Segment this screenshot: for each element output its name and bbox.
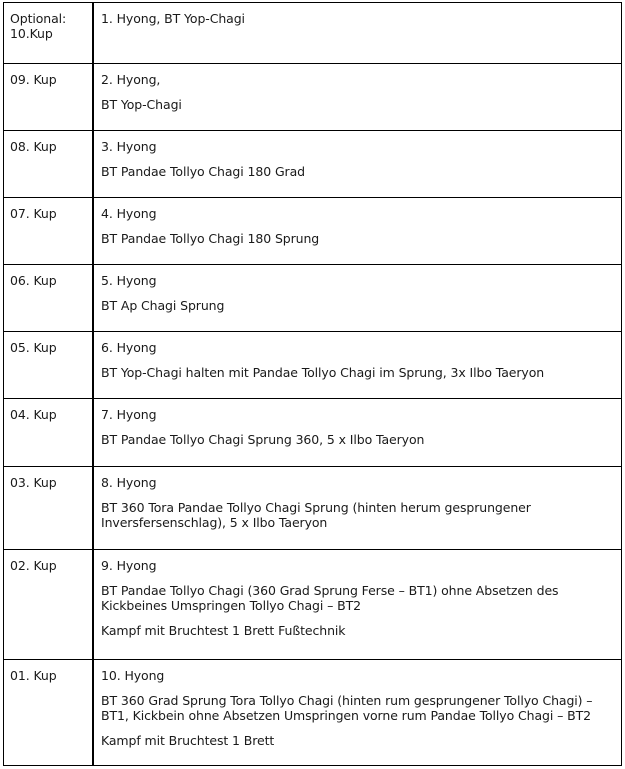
requirement-line: Kampf mit Bruchtest 1 Brett Fußtechnik [101, 623, 346, 638]
column-divider [92, 399, 94, 466]
requirement-line: 7. Hyong [101, 407, 157, 422]
grade-cell: 09. Kup [10, 72, 57, 87]
column-divider [92, 265, 94, 331]
table-row [4, 197, 621, 264]
kup-requirements-table [3, 2, 622, 766]
grade-cell: 06. Kup [10, 273, 57, 288]
requirement-line: BT Yop-Chagi halten mit Pandae Tollyo Chagi im Sprung, 3x Ilbo Taeryon [101, 365, 545, 380]
column-divider [92, 3, 94, 63]
grade-cell: 05. Kup [10, 340, 57, 355]
table-row [4, 398, 621, 466]
table-row [4, 130, 621, 197]
requirements-cell [101, 558, 615, 638]
grade-cell: 07. Kup [10, 206, 57, 221]
requirement-line: BT 360 Tora Pandae Tollyo Chagi Sprung (hinten herum gesprungener Inversfersenschlag), 5 x Ilbo Taeryon [101, 500, 531, 530]
grade-label-line-1: Optional: [10, 11, 67, 26]
column-divider [92, 660, 94, 765]
grade-cell: 04. Kup [10, 407, 57, 422]
table-row [4, 264, 621, 331]
requirements-cell [101, 11, 615, 26]
column-divider [92, 467, 94, 549]
table-row [4, 331, 621, 398]
column-divider [92, 332, 94, 398]
grade-cell: 08. Kup [10, 139, 57, 154]
requirement-line: BT 360 Grad Sprung Tora Tollyo Chagi (hinten rum gesprungener Tollyo Chagi) – BT1, Kickbein ohne Absetzen Umspringen vorne rum Pandae Tollyo Chagi – BT2 [101, 693, 593, 723]
requirements-cell [101, 668, 615, 748]
grade-cell: 01. Kup [10, 668, 57, 683]
requirements-cell [101, 206, 615, 246]
table-row [4, 63, 621, 130]
requirement-line: 2. Hyong, [101, 72, 161, 87]
requirement-line: BT Pandae Tollyo Chagi (360 Grad Sprung Ferse – BT1) ohne Absetzen des Kickbeines Umspringen Tollyo Chagi – BT2 [101, 583, 559, 613]
requirement-line: Kampf mit Bruchtest 1 Brett [101, 733, 275, 748]
requirement-line: BT Pandae Tollyo Chagi 180 Sprung [101, 231, 320, 246]
requirement-line: 3. Hyong [101, 139, 157, 154]
column-divider [92, 550, 94, 659]
requirement-line: 1. Hyong, BT Yop-Chagi [101, 11, 245, 26]
table-row [4, 549, 621, 659]
grade-label-line-2: 10.Kup [10, 26, 53, 41]
requirement-line: BT Yop-Chagi [101, 97, 182, 112]
grade-cell [10, 11, 88, 41]
requirement-line: BT Pandae Tollyo Chagi 180 Grad [101, 164, 305, 179]
requirement-line: BT Ap Chagi Sprung [101, 298, 225, 313]
table-row [4, 3, 621, 63]
grade-cell: 02. Kup [10, 558, 57, 573]
requirement-line: 9. Hyong [101, 558, 157, 573]
table-row [4, 659, 621, 765]
requirement-line: 10. Hyong [101, 668, 165, 683]
requirement-line: BT Pandae Tollyo Chagi Sprung 360, 5 x Ilbo Taeryon [101, 432, 425, 447]
requirements-cell [101, 407, 615, 447]
requirements-cell [101, 475, 615, 530]
column-divider [92, 198, 94, 264]
requirements-cell [101, 340, 615, 380]
requirements-cell [101, 273, 615, 313]
requirement-line: 6. Hyong [101, 340, 157, 355]
requirement-line: 4. Hyong [101, 206, 157, 221]
requirements-cell [101, 139, 615, 179]
column-divider [92, 64, 94, 130]
grade-cell: 03. Kup [10, 475, 57, 490]
requirement-line: 8. Hyong [101, 475, 157, 490]
requirements-cell [101, 72, 615, 112]
table-row [4, 466, 621, 549]
requirement-line: 5. Hyong [101, 273, 157, 288]
column-divider [92, 131, 94, 197]
